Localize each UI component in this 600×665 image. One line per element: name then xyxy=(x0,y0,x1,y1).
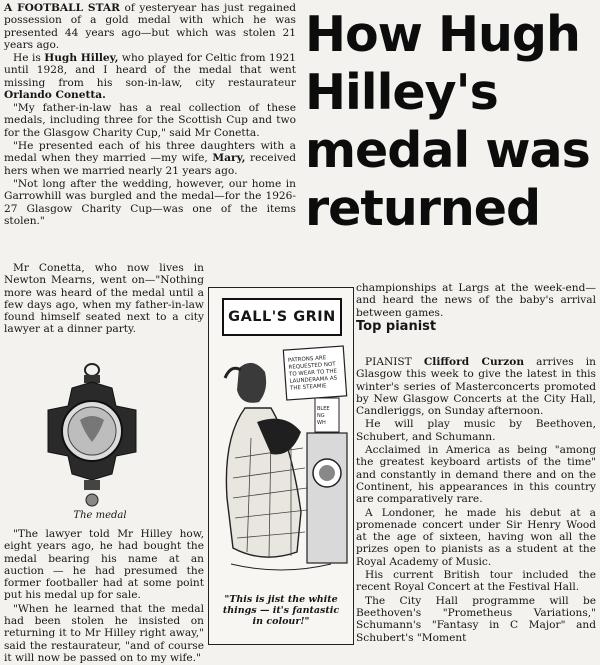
name-hugh-hilley: Hugh Hilley, xyxy=(44,52,119,64)
story-para-2-a: He is xyxy=(13,52,45,64)
story-para-3: "My father-in-law has a real collection of these medals, including three for the Scottish Cup and two for the Glasgow Charity Cup," said Mr Conetta. xyxy=(4,102,296,139)
cartoon-machine-label: BLEE NG WH xyxy=(317,406,330,426)
pianist-para-1-text: arrives in Glasgow this week to give the latest in this winter's series of Masterconcerts promoted by New Glasgow Concerts at the City Hall, Candleriggs, on Sunday afternoon. xyxy=(356,356,597,418)
subhead-top-pianist: Top pianist xyxy=(356,318,437,334)
name-clifford-curzon: Clifford Curzon xyxy=(423,356,525,368)
cartoon-title: GALL'S GRIN xyxy=(222,298,342,336)
story-para-4-b: received hers when we married nearly 21 years ago. xyxy=(4,152,297,177)
name-mary: Mary, xyxy=(212,152,246,165)
medal-illustration xyxy=(40,362,144,522)
pianist-para-2: He will play music by Beethoven, Schubert, and Schumann. xyxy=(356,418,596,443)
right-column-body xyxy=(356,356,596,645)
story-para-2-b: who played for Celtic from 1921 until 1928, and I heard of the medal that went missing from his son-in-law, city restaurateur xyxy=(4,52,296,89)
story-column-bottom xyxy=(4,528,204,665)
pianist-para-6: The City Hall programme will be Beethoven's "Prometheus Variations," Schumann's "Fantasy in C Major" and Schubert's "Moment xyxy=(356,594,596,644)
name-orlando-conetta: Orlando Conetta. xyxy=(4,88,106,101)
story-para-5: "Not long after the wedding, however, our home in Garrowhill was burgled and the medal—for the 1926-27 Glasgow Charity Cup—was one of the items stolen." xyxy=(4,177,296,227)
story-para-4 xyxy=(4,140,296,177)
pianist-para-5: His current British tour included the recent Royal Concert at the Festival Hall. xyxy=(356,569,596,594)
headline xyxy=(305,6,597,238)
story-para-4-a: "He presented each of his three daughters with a medal when they married —my wife, xyxy=(4,140,296,165)
right-continued-text: championships at Largs at the week-end—and heard the news of the baby's arrival between games. xyxy=(356,282,596,319)
pianist-kicker: PIANIST xyxy=(365,356,412,368)
headline-line-4: returned xyxy=(305,180,541,237)
cartoon-panel xyxy=(208,287,354,645)
cartoon-sign-text: PATRONS AREREQUESTED NOTTO WEAR TO THELAUNDERAMA ASTHE STEAMIE xyxy=(287,355,338,392)
story-kicker: A FOOTBALL STAR xyxy=(4,2,120,14)
story-para-1-text: of yesteryear has just regained possession of a gold medal with which he was presented 44 years ago—but which was stolen 21 years ago. xyxy=(4,2,296,51)
story-para-1 xyxy=(4,2,296,51)
story-para-6: Mr Conetta, who now lives in Newton Mearns, went on—"Nothing more was heard of the medal until a few days ago, when my father-in-law found himself seated next to a city lawyer at a dinner party. xyxy=(4,262,204,336)
headline-line-2: Hilley's xyxy=(305,64,498,121)
cartoon-caption: "This is jist the white things — it's fantastic in colour!" xyxy=(222,594,340,627)
headline-line-3: medal was xyxy=(305,122,590,179)
pianist-para-1 xyxy=(356,356,596,417)
story-para-7: "The lawyer told Mr Hilley how, eight years ago, he had bought the medal bearing his name at an auction — he had presumed the former footballer had at some point put his medal up for sale. xyxy=(4,528,204,602)
story-para-2 xyxy=(4,52,296,101)
headline-line-1: How Hugh xyxy=(305,6,580,63)
story-column-top xyxy=(4,2,296,52)
story-column-mid xyxy=(4,52,296,228)
story-para-8: "When he learned that the medal had been stolen he insisted on returning it to Mr Hilley right away," said the restaurateur, "and of course it will now be passed on to my wife." xyxy=(4,602,204,664)
cartoon-drawing xyxy=(211,338,351,593)
pianist-para-3: Acclaimed in America as being "among the greatest keyboard artists of the time" and constantly in demand there and on the Continent, his appearances in this country are comparatively rare. xyxy=(356,444,596,506)
medal-caption: The medal xyxy=(73,510,127,521)
story-column-narrow xyxy=(4,262,204,337)
right-column-continued xyxy=(356,282,596,339)
pianist-para-4: A Londoner, he made his debut at a promenade concert under Sir Henry Wood at the age of sixteen, having won all the prizes open to pianists as a student at the Royal Academy of Music. xyxy=(356,506,596,568)
